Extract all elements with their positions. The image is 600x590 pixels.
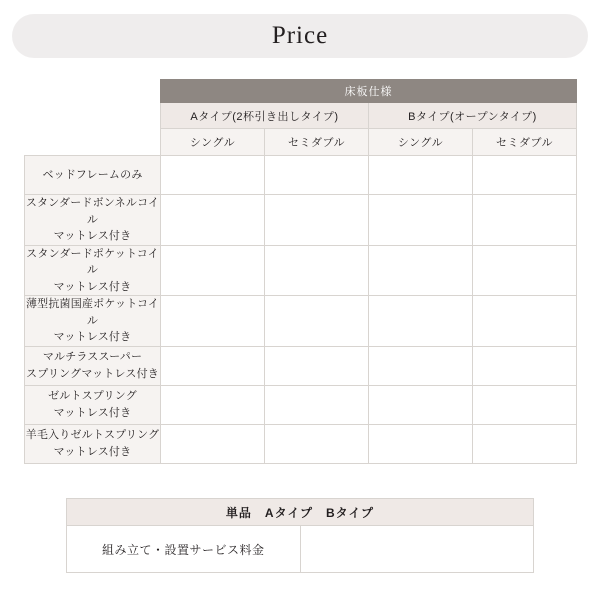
row-label-wool-zelt-spring: [25, 424, 161, 463]
row-label-zelt-spring: [25, 385, 161, 424]
price-cell: [369, 245, 473, 296]
price-cell: [265, 195, 369, 246]
table-row-size-header: [25, 129, 577, 156]
size-header-b-semidouble: セミダブル: [473, 129, 577, 156]
size-header-a-single: シングル: [161, 129, 265, 156]
price-cell: [473, 195, 577, 246]
table-row-service: [67, 526, 534, 573]
price-cell: [161, 296, 265, 347]
service-label-assembly: 組み立て・設置サービス料金: [67, 526, 301, 573]
price-cell: [161, 424, 265, 463]
price-cell: [161, 156, 265, 195]
price-cell: [161, 195, 265, 246]
table-row: [25, 296, 577, 347]
type-header-b: Bタイプ(オープンタイプ): [369, 103, 577, 129]
row-label-line-2: スプリングマットレス付き: [26, 367, 159, 380]
price-cell: [473, 245, 577, 296]
price-cell: [265, 385, 369, 424]
price-cell: [369, 346, 473, 385]
table-row-group-header: [25, 80, 577, 103]
corner-spacer-2: [25, 103, 161, 129]
page-title: Price: [271, 22, 329, 49]
row-label-line-2: マットレス付き: [53, 406, 132, 419]
row-label-line-1: マルチラススーパー: [42, 351, 143, 363]
corner-spacer: [25, 80, 161, 103]
row-label-line-1: 羊毛入りゼルトスプリング: [25, 429, 160, 441]
price-cell: [265, 346, 369, 385]
row-label-line-2: マットレス付き: [53, 230, 132, 242]
table-row: [25, 424, 577, 463]
page-title-banner: [12, 14, 588, 58]
row-label-standard-bonnell: [25, 195, 161, 246]
price-cell: [473, 424, 577, 463]
row-label-multilas-super-spring: [25, 346, 161, 385]
price-cell: [369, 156, 473, 195]
table-row: [25, 385, 577, 424]
corner-spacer-3: [25, 129, 161, 156]
size-header-b-single: シングル: [369, 129, 473, 156]
row-label-thin-antibacterial-pocket: [25, 296, 161, 347]
price-cell: [473, 385, 577, 424]
price-cell: [161, 346, 265, 385]
price-cell: [369, 424, 473, 463]
row-label-line-2: マットレス付き: [53, 331, 132, 343]
row-label-line-1: スタンダードボンネルコイル: [25, 197, 160, 226]
type-header-a: Aタイプ(2杯引き出しタイプ): [161, 103, 369, 129]
row-label-line-2: マットレス付き: [53, 445, 132, 458]
table-row: [25, 156, 577, 195]
row-label-line-1: ゼルトスプリング: [48, 390, 137, 402]
price-cell: [369, 385, 473, 424]
price-cell: [369, 296, 473, 347]
price-cell: [265, 156, 369, 195]
price-cell: [265, 245, 369, 296]
row-label-frame-only: ベッドフレームのみ: [25, 156, 161, 195]
price-cell: [265, 424, 369, 463]
row-label-line-2: マットレス付き: [53, 280, 132, 293]
table-row: [25, 346, 577, 385]
price-cell: [473, 156, 577, 195]
table-row-type-header: [25, 103, 577, 129]
table-row: [25, 195, 577, 246]
row-label-line-1: 薄型抗菌国産ポケットコイル: [25, 298, 160, 327]
row-label-standard-pocket: [25, 245, 161, 296]
row-label-line-1: スタンダードポケットコイル: [26, 247, 159, 276]
price-cell: [265, 296, 369, 347]
price-cell: [369, 195, 473, 246]
group-header-floorboard: 床板仕様: [161, 80, 577, 103]
price-cell: [473, 296, 577, 347]
price-cell: [473, 346, 577, 385]
price-table: [24, 79, 577, 464]
service-value: [300, 526, 534, 573]
size-header-a-semidouble: セミダブル: [265, 129, 369, 156]
price-cell: [161, 385, 265, 424]
service-header: 単品 Aタイプ Bタイプ: [67, 499, 534, 526]
service-fee-table: [66, 498, 534, 573]
price-cell: [161, 245, 265, 296]
table-row: [25, 245, 577, 296]
table-row-service-header: [67, 499, 534, 526]
